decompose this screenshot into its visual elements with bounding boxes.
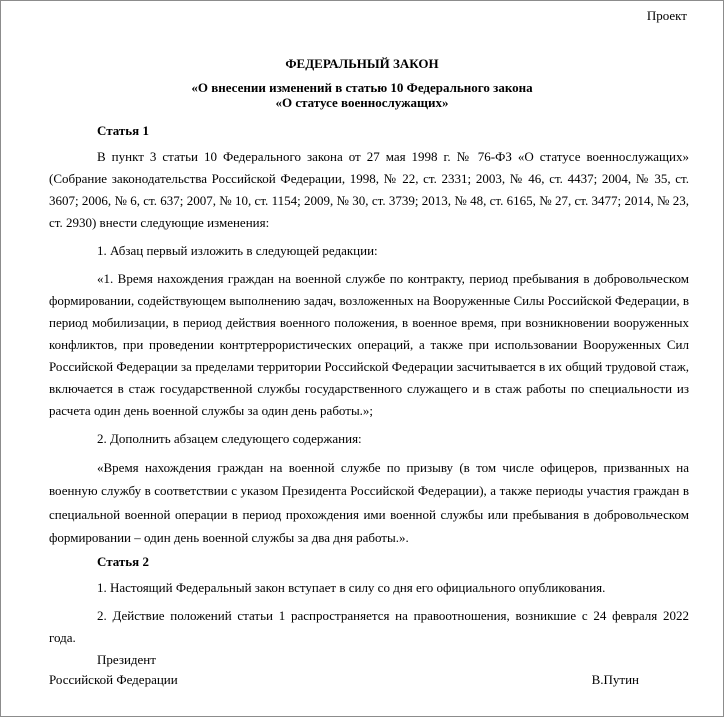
article-1-intro: В пункт 3 статьи 10 Федерального закона от 27 мая 1998 г. № 76-ФЗ «О статусе военнослужащих» (Собрание законодательства Российской Федерации, 1998, № 22, ст. 2331; 2003, № 46, ст. 4437; 2004, № 35, ст. 3607; 2006, № 6, ст. 637; 2007, № 10, ст. 1154; 2009, № 30, ст. 3739; 2013, № 48, ст. 6165, № 27, ст. 3477; 2014, № 23, ст. 2930) внести следующие изменения:: [49, 149, 689, 230]
draft-label: Проект: [646, 8, 687, 23]
document-subtitle: [1, 80, 723, 110]
article-1-item-1-text: «1. Время нахождения граждан на военной службе по контракту, период пребывания в добровольческом формировании, содействующем выполнению задач, возложенных на Вооруженные Силы Российской Федерации, в период мобилизации, в период действия военного положения, в военное время, при возникновении вооруженных конфликтов, при проведении контртеррористических операций, а также при использовании Вооруженных Сил Российской Федерации за пределами территории Российской Федерации засчитывается в их общий трудовой стаж, включается в стаж государственной службы государственного служащего и в стаж работы по специальности из расчета один день военной службы за один день работы.»;: [49, 271, 689, 418]
article-1-item-2: 2. Дополнить абзацем следующего содержания:: [97, 431, 362, 446]
subtitle-line-1: «О внесении изменений в статью 10 Федерального закона: [191, 80, 533, 95]
article-2-item-1: 1. Настоящий Федеральный закон вступает в силу со дня его официального опубликования.: [97, 580, 606, 596]
document-body: [49, 121, 689, 655]
signature-name: В.Путин: [591, 672, 639, 687]
article-2-heading: Статья 2: [97, 554, 149, 570]
document-title: ФЕДЕРАЛЬНЫЙ ЗАКОН: [285, 56, 439, 71]
article-2-item-2: 2. Действие положений статьи 1 распространяется на правоотношения, возникшие с 24 февраля 2022 года.: [49, 608, 689, 646]
signature-position: [49, 650, 178, 690]
subtitle-line-2: «О статусе военнослужащих»: [275, 95, 449, 110]
article-1-item-1: 1. Абзац первый изложить в следующей редакции:: [97, 243, 378, 258]
article-1-heading: Статья 1: [97, 123, 149, 138]
article-1-item-2-text: «Время нахождения граждан на военной службе по призыву (в том числе офицеров, призванных на военную службу в соответствии с указом Президента Российской Федерации), а также периоды участия граждан в специальной военной операции в период прохождения ими военной службы или пребывания в добровольческом формировании – один день военной службы за два дня работы.».: [49, 460, 689, 545]
signature-title-line-2: Российской Федерации: [49, 672, 178, 687]
signature-title-line-1: Президент: [97, 652, 156, 667]
